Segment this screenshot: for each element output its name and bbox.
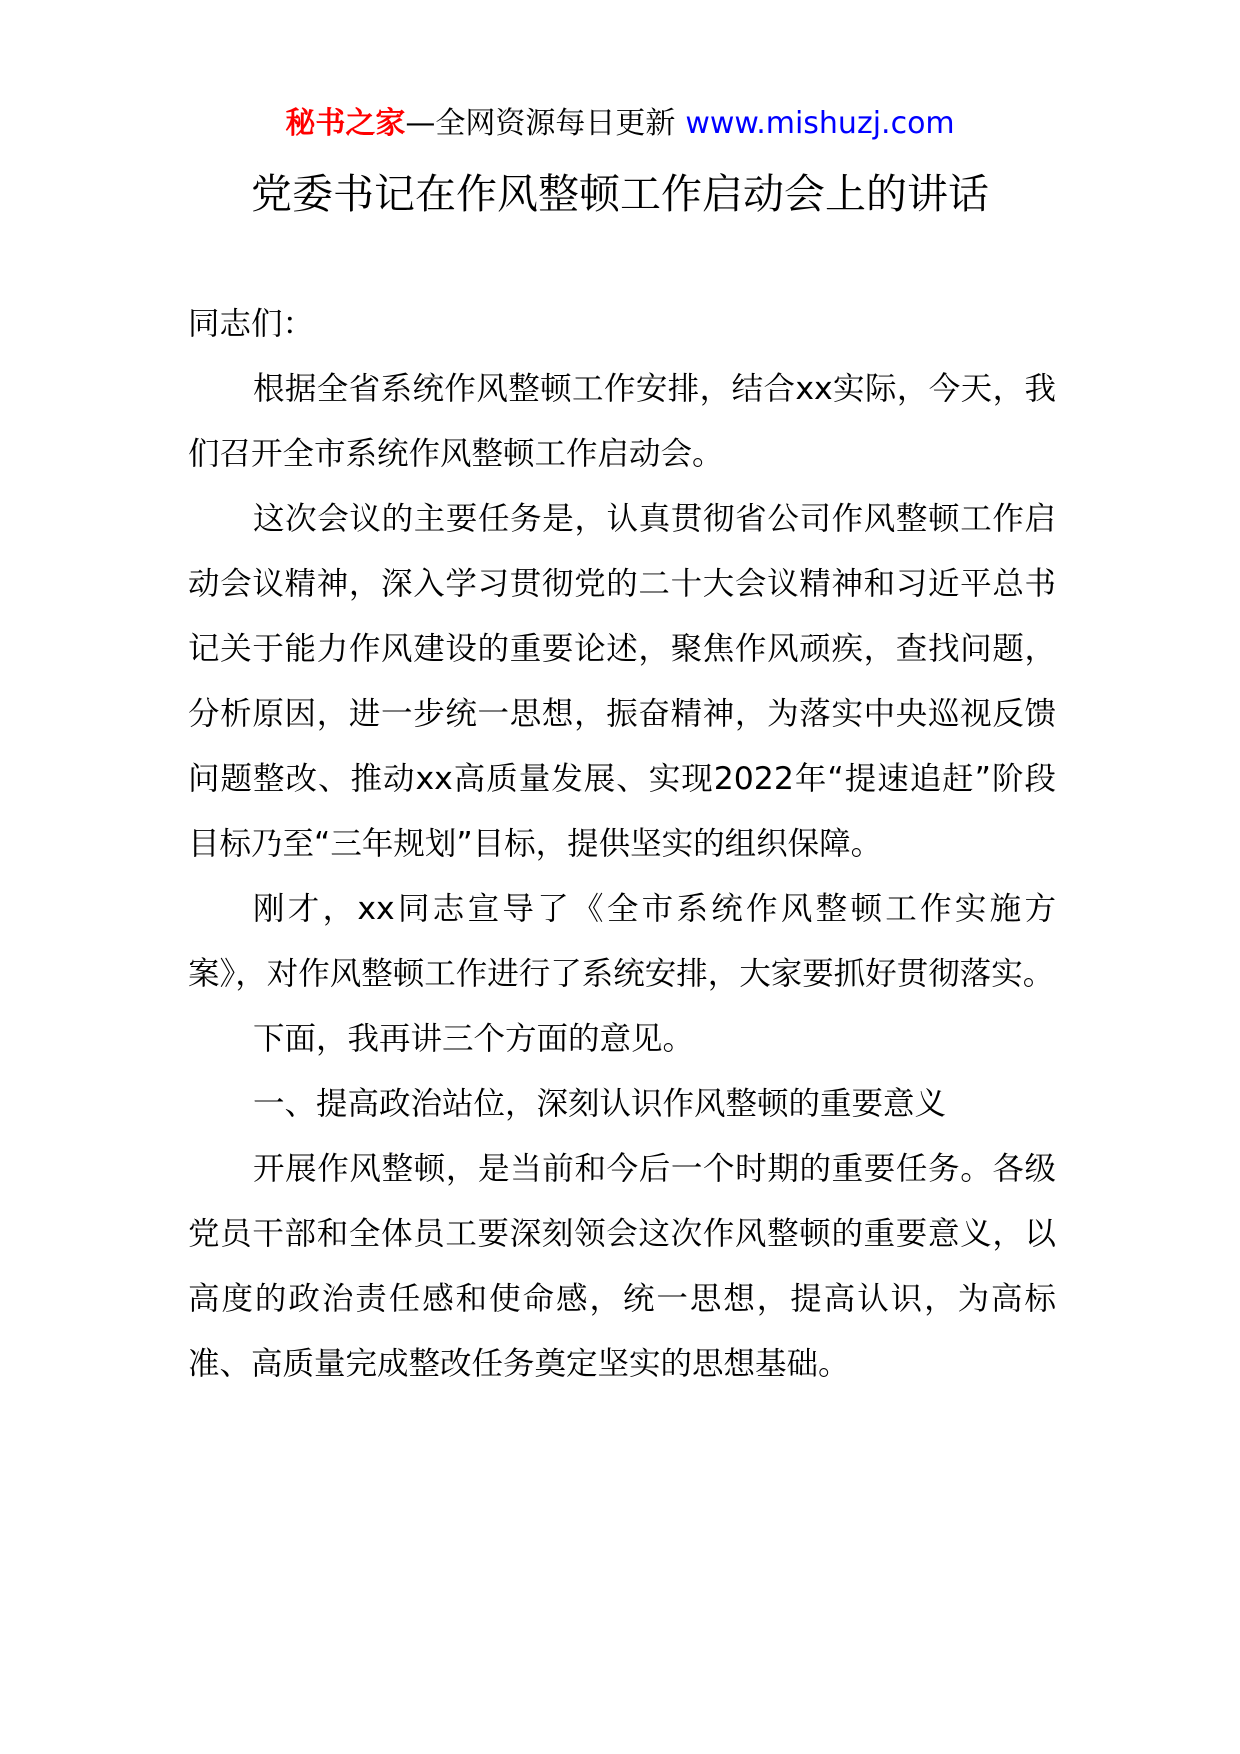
brand-tagline: —全网资源每日更新 bbox=[405, 106, 676, 141]
paragraph: 刚才，xx同志宣导了《全市系统作风整顿工作实施方案》，对作风整顿工作进行了系统安排，大家要抓好贯彻落实。 bbox=[188, 891, 1056, 992]
paragraph: 下面，我再讲三个方面的意见。 bbox=[253, 1021, 695, 1057]
document-title: 党委书记在作风整顿工作启动会上的讲话 bbox=[251, 170, 989, 218]
paragraph: 开展作风整顿，是当前和今后一个时期的重要任务。各级党员干部和全体员工要深刻领会这次作风整顿的重要意义，以高度的政治责任感和使命感，统一思想，提高认识，为高标准、高质量完成整改任务奠定坚实的思想基础。 bbox=[188, 1151, 1056, 1382]
salutation: 同志们： bbox=[188, 306, 315, 342]
paragraph: 根据全省系统作风整顿工作安排，结合xx实际，今天，我们召开全市系统作风整顿工作启动会。 bbox=[188, 371, 1056, 472]
site-banner bbox=[0, 104, 1240, 144]
paragraph: 这次会议的主要任务是，认真贯彻省公司作风整顿工作启动会议精神，深入学习贯彻党的二十大会议精神和习近平总书记关于能力作风建设的重要论述，聚焦作风顽疾，查找问题，分析原因，进一步统一思想，振奋精神，为落实中央巡视反馈问题整改、推动xx高质量发展、实现2022年“提速追赶”阶段目标乃至“三年规划”目标，提供坚实的组织保障。 bbox=[188, 501, 1056, 862]
section-heading: 一、提高政治站位，深刻认识作风整顿的重要意义 bbox=[253, 1086, 947, 1122]
document-body bbox=[188, 292, 1056, 1397]
site-url-link[interactable]: www.mishuzj.com bbox=[685, 106, 955, 141]
brand-name: 秘书之家 bbox=[285, 106, 406, 141]
